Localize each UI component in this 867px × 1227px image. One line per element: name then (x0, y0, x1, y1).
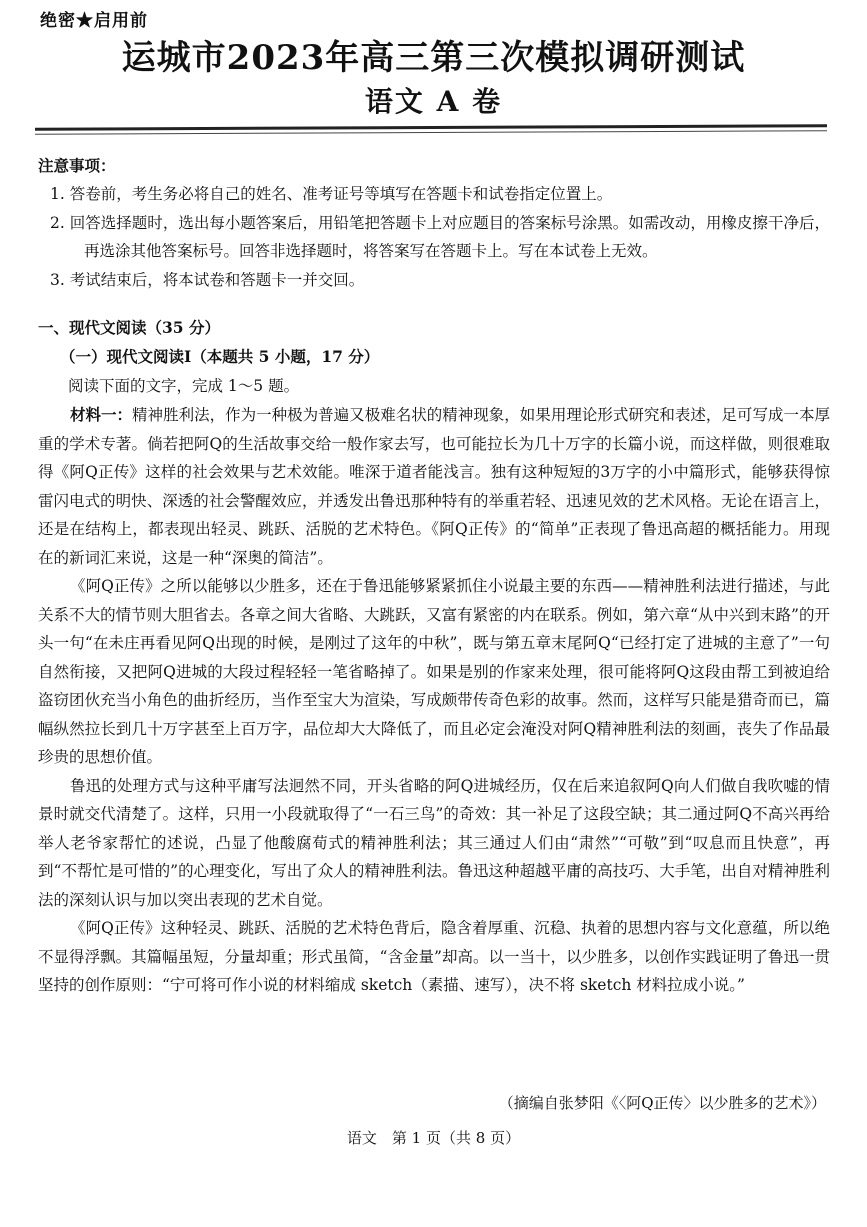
passage-paragraph: 《阿Q正传》之所以能够以少胜多，还在于鲁迅能够紧紧抓住小说最主要的东西——精神胜利法进行描述，与此关系不大的情节则大胆省去。各章之间大省略、大跳跃，又富有紧密的内在联系。例如，第六章“从中兴到末路”的开头一句“在未庄再看见阿Q出现的时候，是刚过了这年的中秋”，既与第五章末尾阿Q“已经打定了进城的主意了”一句自然衔接，又把阿Q进城的大段过程轻轻一笔省略掉了。如果是别的作家来处理，很可能将阿Q这段由帮工到被迫给盗窃团伙充当小角色的曲折经历，当作至宝大为渲染，写成颇带传奇色彩的故事。然而，这样写只能是猎奇而已，篇幅纵然拉长到几十万字甚至上百万字，品位却大大降低了，而且必定会淹没对阿Q精神胜利法的刻画，丧失了作品最珍贵的思想价值。 (38, 577, 830, 766)
confidential-label: 绝密★启用前 (40, 11, 148, 31)
passage (38, 401, 830, 1000)
note-item: 2. 回答选择题时，选出每小题答案后，用铅笔把答题卡上对应题目的答案标号涂黑。如需改动，用橡皮擦干净后，再选涂其他答案标号。回答非选择题时，将答案写在答题卡上。写在本试卷上无效。 (50, 213, 830, 260)
paragraph-text: 精神胜利法，作为一种极为普遍又极难名状的精神现象，如果用理论形式研究和表述，足可写成一本厚重的学术专著。倘若把阿Q的生活故事交给一般作家去写，也可能拉长为几十万字的长篇小说，而这样做，则很难取得《阿Q正传》这样的社会效果与艺术效能。唯深于道者能浅言。独有这种短短的3万字的小中篇形式，能够获得惊雷闪电式的明快、深透的社会警醒效应，并透发出鲁迅那种特有的举重若轻、迅速见效的艺术风格。无论在语言上，还是在结构上，都表现出轻灵、跳跃、活脱的艺术特色。《阿Q正传》的“简单”正表现了鲁迅高超的概括能力。用现在的新词汇来说，这是一种“深奥的简洁”。 (38, 406, 830, 567)
exam-subtitle: 语文 A 卷 (364, 85, 503, 118)
subsection-title: （一）现代文阅读Ⅰ（本题共 5 小题，17 分） (60, 347, 380, 366)
passage-source: （摘编自张梦阳《〈阿Q正传〉以少胜多的艺术》） (498, 1094, 826, 1112)
header-rule-thin (35, 130, 827, 134)
section-instruction: 阅读下面的文字，完成 1～5 题。 (68, 377, 300, 395)
note-item: 3. 考试结束后，将本试卷和答题卡一并交回。 (50, 270, 365, 289)
material-label: 材料一： (70, 405, 133, 424)
header-rule (35, 124, 827, 130)
note-item: 1. 答卷前，考生务必将自己的姓名、准考证号等填写在答题卡和试卷指定位置上。 (50, 185, 613, 203)
notes-list (38, 180, 830, 294)
page-footer: 语文 第 1 页（共 8 页） (346, 1129, 521, 1147)
notes-title: 注意事项： (38, 156, 116, 175)
exam-title: 运城市2023年高三第三次模拟调研测试 (121, 38, 746, 78)
passage-paragraph: 《阿Q正传》这种轻灵、跳跃、活脱的艺术特色背后，隐含着厚重、沉稳、执着的思想内容与文化意蕴，所以绝不显得浮飘。其篇幅虽短，分量却重；形式虽简，“含金量”却高。以一当十，以少胜多，以创作实践证明了鲁迅一贯坚持的创作原则：“宁可将可作小说的材料缩成 sketch（素描、速写），决不将 sketch 材料拉成小说。” (38, 919, 830, 994)
section-title: 一、现代文阅读（35 分） (38, 318, 220, 337)
passage-paragraph: 鲁迅的处理方式与这种平庸写法迥然不同，开头省略的阿Q进城经历，仅在后来追叙阿Q向人们做自我吹嘘的情景时就交代清楚了。这样，只用一小段就取得了“一石三鸟”的奇效：其一补足了这段空缺；其二通过阿Q不高兴再给举人老爷家帮忙的述说，凸显了他酸腐荀式的精神胜利法；其三通过人们由“肃然”“可敬”到“叹息而且快意”，再到“不帮忙是可惜的”的心理变化，写出了众人的精神胜利法。鲁迅这种超越平庸的高技巧、大手笔，出自对精神胜利法的深刻认识与加以突出表现的艺术自觉。 (38, 776, 830, 909)
passage-paragraph (38, 401, 830, 572)
